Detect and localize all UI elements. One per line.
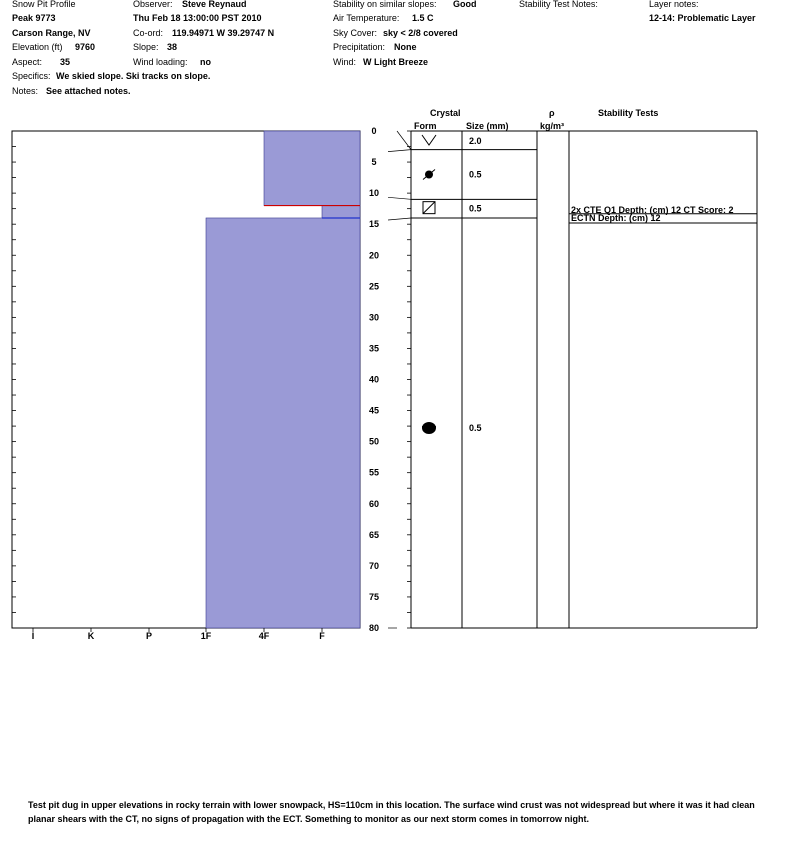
depth-tick-label: 45: [368, 405, 380, 416]
layer-connector: [388, 218, 411, 220]
wind-value: W Light Breeze: [363, 57, 429, 67]
depth-tick-label: 75: [368, 591, 380, 602]
wind-loading-value: no: [200, 57, 211, 67]
wind-loading-label: Wind loading:: [133, 57, 188, 67]
faceted-crystal-icon: [423, 202, 435, 214]
depth-tick-label: 10: [368, 188, 380, 199]
hardness-tick-label: I: [31, 631, 35, 641]
form-header: Form: [414, 121, 437, 131]
depth-tick-label: 60: [368, 498, 380, 509]
observer-value: Steve Reynaud: [182, 0, 247, 9]
stability-test-text: ECTN Depth: (cm) 12: [571, 212, 661, 223]
crystal-size-value: 0.5: [469, 422, 482, 433]
notes-label: Notes:: [12, 86, 39, 96]
aspect-value: 35: [60, 57, 71, 67]
wind-label: Wind:: [333, 57, 357, 67]
depth-tick-label: 65: [368, 529, 380, 540]
depth-tick-label: 35: [368, 343, 380, 354]
coord-value: 119.94971 W 39.29747 N: [172, 28, 275, 38]
layer-notes-label: Layer notes:: [649, 0, 699, 9]
crystal-rows: [422, 135, 482, 434]
layer-connector: [388, 197, 411, 199]
stability-label: Stability on similar slopes:: [333, 0, 437, 9]
depth-tick-label: 25: [368, 281, 380, 292]
stability-tests-header: Stability Tests: [598, 108, 659, 118]
precip-label: Precipitation:: [333, 42, 386, 52]
left-axis-ticks: [12, 131, 16, 628]
hardness-tick-label: 1F: [200, 631, 212, 641]
depth-tick-label: 80: [368, 623, 380, 633]
depth-tick-label: 40: [368, 374, 380, 385]
specifics-label: Specifics:: [12, 71, 51, 81]
hardness-axis-ticks: [32, 628, 326, 641]
depth-tick-label: 30: [368, 312, 380, 323]
size-header: Size (mm): [466, 121, 509, 131]
stability-test-text: 2x CTE Q1 Depth: (cm) 12 CT Score: 2: [571, 204, 734, 215]
rounded-grain-icon: [422, 422, 436, 434]
hardness-tick-label: K: [87, 631, 95, 641]
elevation-value: 9760: [75, 42, 96, 52]
depth-tick-label: 0: [371, 126, 377, 136]
new-snow-icon: [422, 135, 436, 145]
aspect-label: Aspect:: [12, 57, 43, 67]
slope-label: Slope:: [133, 42, 159, 52]
sky-value: sky < 2/8 covered: [383, 28, 458, 38]
depth-tick-label: 20: [368, 250, 380, 261]
air-temp-value: 1.5 C: [412, 13, 434, 23]
layer-connector: [388, 150, 411, 152]
elevation-label: Elevation (ft): [12, 42, 63, 52]
depth-tick-label: 70: [368, 560, 380, 571]
depth-tick-label: 50: [368, 436, 380, 447]
hardness-tick-label: 4F: [258, 631, 270, 641]
region-name: Carson Range, NV: [12, 28, 91, 38]
depth-axis-right-ticks: [407, 131, 411, 628]
stability-test-rows: [569, 205, 757, 223]
rho-header: ρ: [549, 108, 555, 118]
hardness-bar: [264, 131, 360, 206]
crystal-size-value: 0.5: [469, 169, 482, 180]
specifics-value: We skied slope. Ski tracks on slope.: [56, 71, 211, 81]
observer-label: Observer:: [133, 0, 173, 9]
date-value: Thu Feb 18 13:00:00 PST 2010: [133, 13, 262, 23]
depth-tick-label: 15: [368, 219, 380, 230]
crystal-size-value: 0.5: [469, 203, 482, 214]
depth-tick-label: 5: [371, 157, 377, 168]
sky-label: Sky Cover:: [333, 28, 378, 38]
stability-value: Good: [453, 0, 477, 9]
slope-value: 38: [167, 42, 178, 52]
hardness-tick-label: P: [145, 631, 153, 641]
crystal-size-value: 2.0: [469, 136, 482, 146]
stability-test-notes-label: Stability Test Notes:: [519, 0, 598, 9]
hardness-bar: [322, 206, 360, 218]
layer-notes-value: 12-14: Problematic Layer: [649, 13, 756, 23]
hardness-bar: [206, 218, 360, 628]
crystal-header: Crystal: [430, 108, 461, 118]
layer-connector: [397, 131, 411, 150]
depth-axis-labels: [369, 126, 379, 633]
precip-value: None: [394, 42, 417, 52]
location-name: Peak 9773: [12, 13, 56, 23]
coord-label: Co-ord:: [133, 28, 164, 38]
notes-value: See attached notes.: [46, 86, 131, 96]
air-temp-label: Air Temperature:: [333, 13, 400, 23]
footer-notes: Test pit dug in upper elevations in rocky terrain with lower snowpack, HS=110cm in this location. The surface wind crust was not widespread but where it was it had clean planar shears with the CT, no signs of propagation with the ECT. Something to monitor as our next storm comes in tomorrow night.: [28, 800, 755, 824]
rho-unit-header: kg/m³: [540, 121, 565, 131]
profile-title: Snow Pit Profile: [12, 0, 76, 9]
depth-tick-label: 55: [368, 467, 380, 478]
hardness-tick-label: F: [319, 631, 325, 641]
